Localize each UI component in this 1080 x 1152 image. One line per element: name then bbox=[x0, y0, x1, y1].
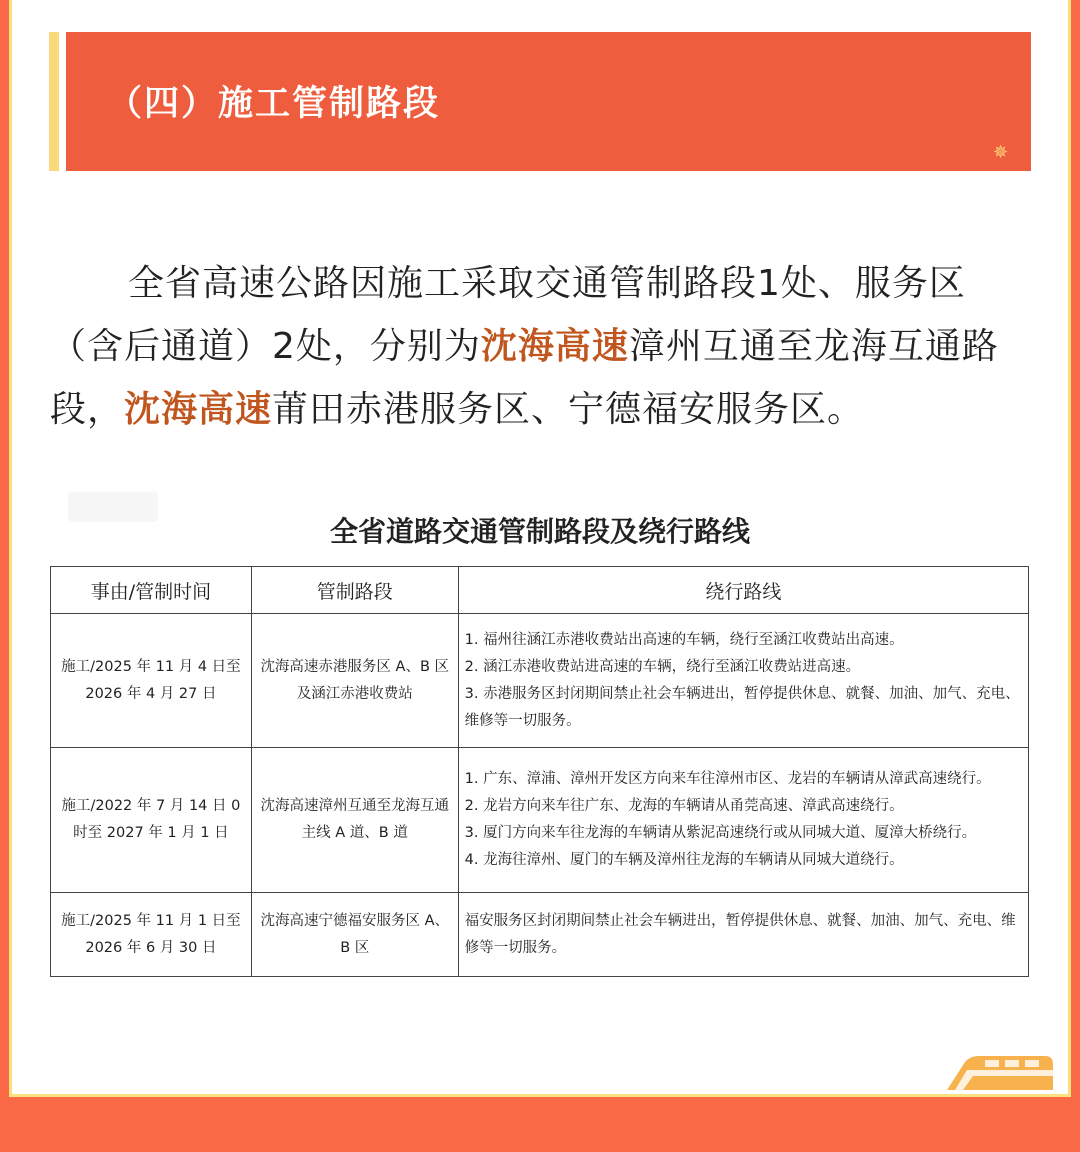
section-title: （四）施工管制路段 bbox=[107, 84, 441, 124]
detour-cell bbox=[458, 893, 1028, 977]
route-item: 2. 涵江赤港收费站进高速的车辆，绕行至涵江收费站进高速。 bbox=[464, 658, 861, 675]
table-row bbox=[51, 748, 1029, 893]
detour-cell bbox=[458, 748, 1028, 893]
detour-cell bbox=[458, 614, 1028, 748]
train-icon bbox=[945, 1052, 1055, 1092]
table-row bbox=[51, 614, 1029, 748]
paragraph-text-1: 全省高速公路因施工采取交通管制路段1处、服务区（含后通道）2处，分别为 bbox=[50, 263, 966, 367]
reason-cell: 施工/2022 年 7 月 14 日 0 时至 2027 年 1 月 1 日 bbox=[51, 748, 252, 893]
highlight-expressway-2: 沈海高速 bbox=[124, 389, 273, 430]
reason-cell: 施工/2025 年 11 月 4 日至 2026 年 4 月 27 日 bbox=[51, 614, 252, 748]
header-accent-bar bbox=[49, 32, 59, 171]
paragraph-text-3: 莆田赤港服务区、宁德福安服务区。 bbox=[272, 389, 865, 430]
route-item: 3. 赤港服务区封闭期间禁止社会车辆进出，暂停提供休息、就餐、加油、加气、充电、维修等一切服务。 bbox=[464, 685, 1020, 729]
route-item: 1. 福州往涵江赤港收费站出高速的车辆，绕行至涵江收费站出高速。 bbox=[464, 631, 904, 648]
table-row bbox=[51, 893, 1029, 977]
route-item: 1. 广东、漳浦、漳州开发区方向来车往漳州市区、龙岩的车辆请从漳武高速绕行。 bbox=[464, 771, 991, 787]
route-item: 福安服务区封闭期间禁止社会车辆进出，暂停提供休息、就餐、加油、加气、充电、维修等一切服务。 bbox=[464, 912, 1016, 956]
header-section: 管制路段 bbox=[251, 567, 458, 614]
notice-paragraph bbox=[50, 252, 1032, 441]
highlight-expressway-1: 沈海高速 bbox=[480, 326, 629, 367]
route-item: 4. 龙海往漳州、厦门的车辆及漳州往龙海的车辆请从同城大道绕行。 bbox=[464, 852, 904, 868]
header-reason: 事由/管制时间 bbox=[51, 567, 252, 614]
section-cell: 沈海高速漳州互通至龙海互通主线 A 道、B 道 bbox=[251, 748, 458, 893]
traffic-control-table bbox=[50, 566, 1029, 977]
route-item: 3. 厦门方向来车往龙海的车辆请从紫泥高速绕行或从同城大道、厦漳大桥绕行。 bbox=[464, 825, 977, 841]
flower-icon: ✵ bbox=[993, 142, 1009, 163]
paragraph-text-2: 漳州互通至龙海互通路段， bbox=[50, 326, 999, 430]
reason-cell: 施工/2025 年 11 月 1 日至 2026 年 6 月 30 日 bbox=[51, 893, 252, 977]
table-header-row bbox=[51, 567, 1029, 614]
route-item: 2. 龙岩方向来车往广东、龙海的车辆请从甬莞高速、漳武高速绕行。 bbox=[464, 798, 904, 814]
section-cell: 沈海高速赤港服务区 A、B 区及涵江赤港收费站 bbox=[251, 614, 458, 748]
table-title: 全省道路交通管制路段及绕行路线 bbox=[329, 515, 750, 548]
section-cell: 沈海高速宁德福安服务区 A、B 区 bbox=[251, 893, 458, 977]
header-detour: 绕行路线 bbox=[458, 567, 1028, 614]
